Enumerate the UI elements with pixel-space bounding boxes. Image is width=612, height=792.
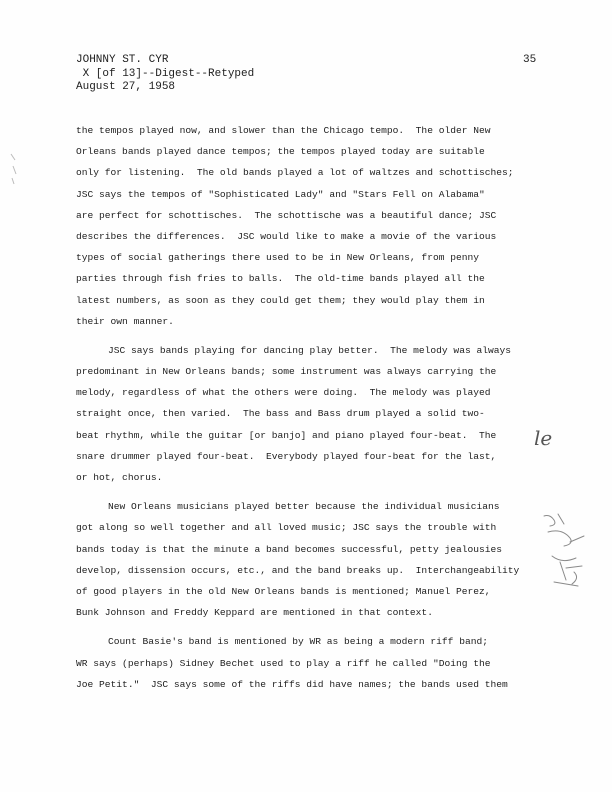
text-line: are perfect for schottisches. The schottische was a beautiful dance; JSC [76, 209, 497, 221]
text-line: JSC says the tempos of "Sophisticated Lady" and "Stars Fell on Alabama" [76, 188, 485, 200]
text-line: develop, dissension occurs, etc., and the band breaks up. Interchangeability [76, 564, 520, 576]
transcript-body [76, 120, 546, 695]
text-line: straight once, then varied. The bass and Bass drum played a solid two- [76, 408, 485, 420]
paragraph-2 [76, 340, 546, 488]
text-line: melody, regardless of what the others were doing. The melody was played [76, 387, 491, 399]
text-line: latest numbers, as soon as they could get them; they would play them in [76, 294, 485, 306]
scan-smudge [8, 150, 20, 190]
text-line: their own manner. [76, 315, 174, 327]
text-line: New Orleans musicians played better because the individual musicians [108, 501, 500, 513]
text-line: Count Basie's band is mentioned by WR as being a modern riff band; [108, 636, 488, 648]
paragraph-gap [76, 623, 546, 631]
page-number: 35 [523, 54, 537, 66]
paragraph-1 [76, 120, 546, 332]
text-line: bands today is that the minute a band becomes successful, petty jealousies [76, 543, 503, 555]
reel-info: X [of 13]--Digest--Retyped [76, 67, 255, 80]
paragraph-gap [76, 488, 546, 496]
text-line: got along so well together and all loved music; JSC says the trouble with [76, 522, 497, 534]
text-line: WR says (perhaps) Sidney Bechet used to play a riff he called "Doing the [76, 657, 491, 669]
text-line: predominant in New Orleans bands; some instrument was always carrying the [76, 366, 497, 378]
interview-date: August 27, 1958 [76, 81, 176, 93]
text-line: of good players in the old New Orleans bands is mentioned; Manuel Perez, [76, 585, 491, 597]
text-line: beat rhythm, while the guitar [or banjo] and piano played four-beat. The [76, 429, 497, 441]
text-line: only for listening. The old bands played a lot of waltzes and schottisches; [76, 167, 514, 179]
text-line: types of social gatherings there used to be in New Orleans, from penny [76, 252, 480, 264]
text-line: snare drummer played four-beat. Everybody played four-beat for the last, [76, 450, 497, 462]
text-line: parties through fish fries to balls. The old-time bands played all the [76, 273, 485, 285]
text-line: JSC says bands playing for dancing play better. The melody was always [108, 344, 512, 356]
text-line: Joe Petit." JSC says some of the riffs did have names; the bands used them [76, 678, 508, 690]
text-line: Orleans bands played dance tempos; the tempos played today are suitable [76, 146, 485, 158]
text-line: the tempos played now, and slower than the Chicago tempo. The older New [76, 125, 491, 136]
handwritten-scrawl [540, 512, 596, 592]
text-line: Bunk Johnson and Freddy Keppard are mentioned in that context. [76, 607, 433, 619]
paragraph-gap [76, 332, 546, 340]
text-line: describes the differences. JSC would like to make a movie of the various [76, 230, 497, 242]
interviewee-name: JOHNNY ST. CYR [76, 54, 169, 66]
handwritten-margin-note: le [534, 426, 553, 450]
paragraph-4 [76, 631, 546, 695]
text-line: or hot, chorus. [76, 472, 163, 483]
paragraph-3 [76, 496, 546, 623]
document-header [76, 54, 254, 95]
